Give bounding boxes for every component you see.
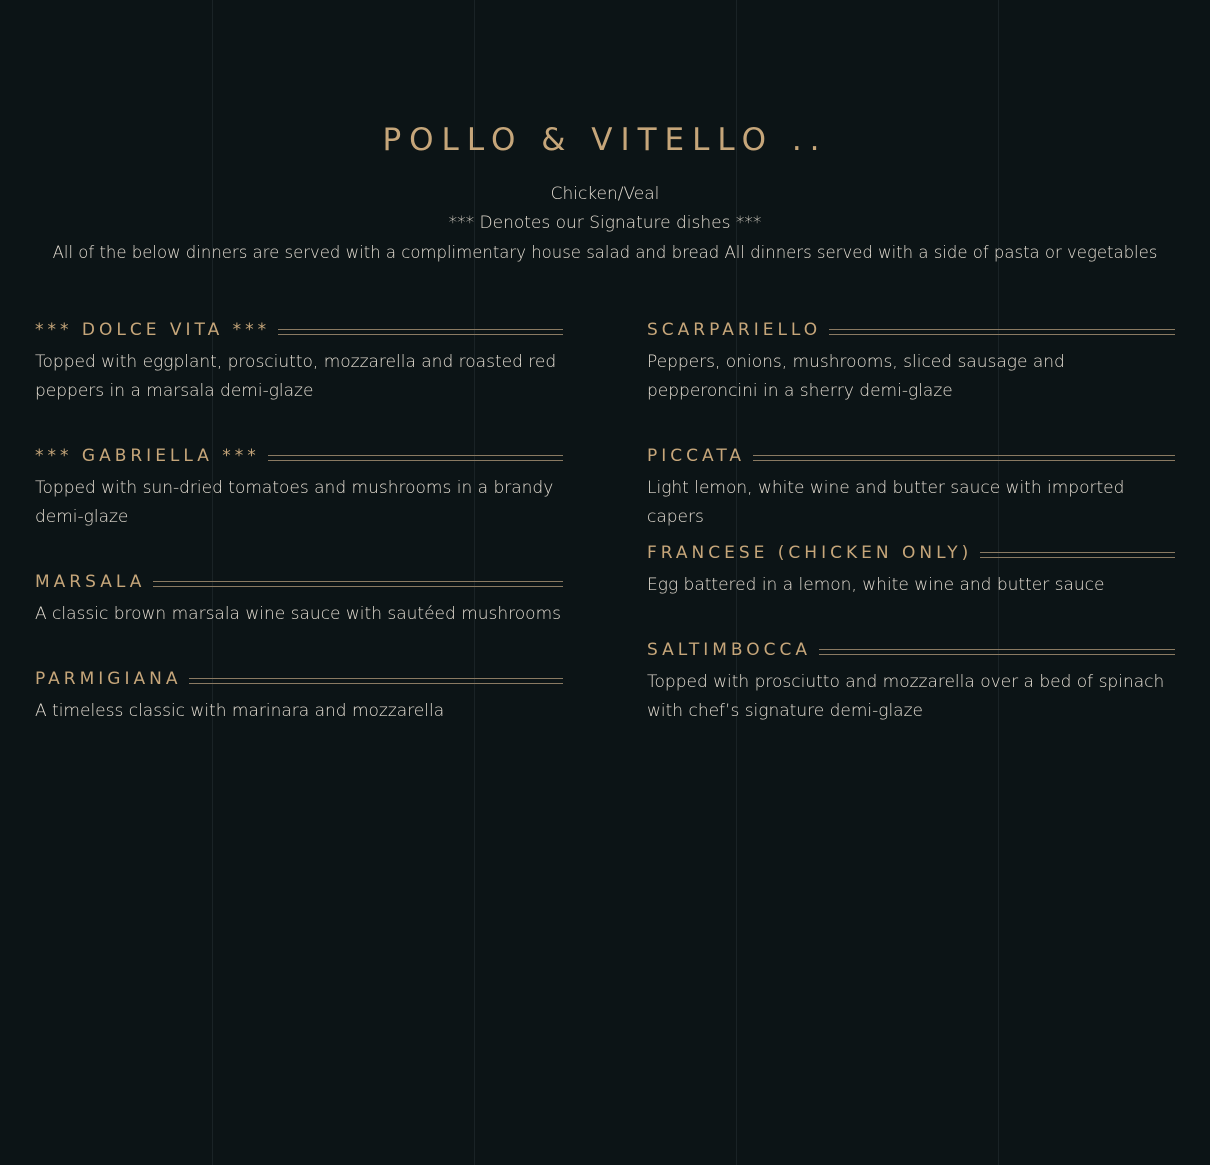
- section-subtitle: Chicken/Veal: [550, 184, 660, 204]
- menu-item-description: Topped with eggplant, prosciutto, mozzarella and roasted red peppers in a marsala demi-glaze: [35, 352, 557, 401]
- served-note: All of the below dinners are served with a complimentary house salad and bread All dinners served with a side of pasta or vegetables: [52, 243, 1158, 262]
- menu-item: [35, 444, 563, 532]
- section-title: POLLO & VITELLO ..: [382, 122, 828, 158]
- menu-item-name: PARMIGIANA: [35, 669, 182, 689]
- divider: [268, 455, 563, 461]
- menu-item-name: FRANCESE (CHICKEN ONLY): [647, 543, 973, 563]
- divider: [819, 649, 1175, 655]
- menu-item-name: SCARPARIELLO: [647, 320, 822, 340]
- menu-item: [647, 318, 1175, 406]
- menu-item: [35, 570, 563, 629]
- divider: [980, 552, 1175, 558]
- menu-item-description: Topped with prosciutto and mozzarella over a bed of spinach with chef’s signature demi-glaze: [647, 672, 1165, 721]
- menu-item: [35, 667, 563, 726]
- menu-item-description: Topped with sun-dried tomatoes and mushrooms in a brandy demi-glaze: [35, 478, 554, 527]
- menu-item: [647, 444, 1175, 532]
- menu-item-name: *** GABRIELLA ***: [35, 446, 260, 466]
- menu-item-description: Egg battered in a lemon, white wine and butter sauce: [647, 575, 1105, 595]
- divider: [189, 678, 563, 684]
- menu-item-description: A classic brown marsala wine sauce with sautéed mushrooms: [35, 604, 562, 624]
- signature-note: *** Denotes our Signature dishes ***: [448, 213, 762, 233]
- menu-item-name: *** DOLCE VITA ***: [35, 320, 271, 340]
- menu-item: [647, 638, 1175, 726]
- divider: [153, 581, 563, 587]
- menu-item-description: Peppers, onions, mushrooms, sliced sausage and pepperoncini in a sherry demi-glaze: [647, 352, 1065, 401]
- menu-item-name: PICCATA: [647, 446, 746, 466]
- divider: [829, 329, 1175, 335]
- menu-item-description: A timeless classic with marinara and mozzarella: [35, 701, 445, 721]
- divider: [278, 329, 563, 335]
- menu-item: [35, 318, 563, 406]
- menu-item: [647, 541, 1175, 600]
- divider: [753, 455, 1175, 461]
- menu-item-description: Light lemon, white wine and butter sauce with imported capers: [647, 478, 1125, 527]
- menu-item-name: SALTIMBOCCA: [647, 640, 812, 660]
- menu-item-name: MARSALA: [35, 572, 146, 592]
